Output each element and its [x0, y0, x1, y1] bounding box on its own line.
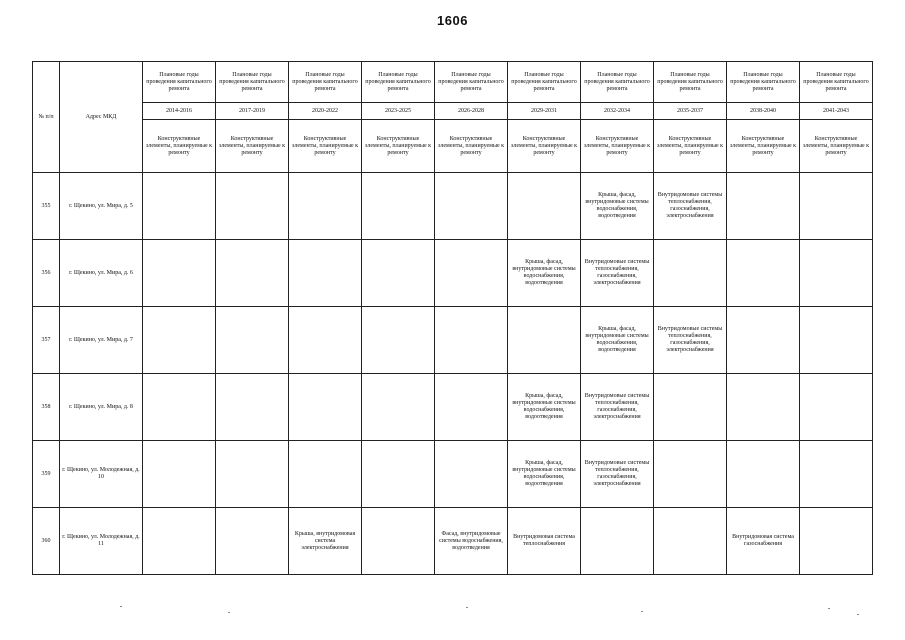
- period-2032-2034: 2032-2034: [581, 103, 654, 120]
- period-2041-2043: 2041-2043: [800, 103, 873, 120]
- work-cell: [508, 307, 581, 374]
- work-cell: [800, 508, 873, 575]
- work-cell: [143, 374, 216, 441]
- work-cell: [727, 307, 800, 374]
- header-elements: Конструктивные элементы, планируемые к ремонту: [654, 120, 727, 173]
- work-cell: [581, 508, 654, 575]
- period-2038-2040: 2038-2040: [727, 103, 800, 120]
- period-2035-2037: 2035-2037: [654, 103, 727, 120]
- work-cell: [362, 374, 435, 441]
- table-row: [33, 374, 873, 441]
- row-address: г. Щекино, ул. Молодежная, д. 11: [60, 508, 143, 575]
- work-cell: [654, 441, 727, 508]
- header-elements: Конструктивные элементы, планируемые к ремонту: [508, 120, 581, 173]
- work-cell: [143, 441, 216, 508]
- header-row-periods: [33, 103, 873, 120]
- work-cell: [435, 173, 508, 240]
- work-cell: [362, 441, 435, 508]
- work-cell: Внутридомовые системы теплоснабжения, газоснабжения, электроснабжения: [654, 173, 727, 240]
- work-cell: [216, 173, 289, 240]
- work-cell: [800, 307, 873, 374]
- header-elements: Конструктивные элементы, планируемые к ремонту: [435, 120, 508, 173]
- header-elements: Конструктивные элементы, планируемые к ремонту: [800, 120, 873, 173]
- row-number: 359: [33, 441, 60, 508]
- table-row: [33, 441, 873, 508]
- work-cell: [727, 173, 800, 240]
- work-cell: [800, 441, 873, 508]
- header-plan-years: Плановые годы проведения капитального ремонта: [727, 62, 800, 103]
- work-cell: [216, 240, 289, 307]
- work-cell: [216, 441, 289, 508]
- work-cell: [289, 441, 362, 508]
- header-plan-years: Плановые годы проведения капитального ремонта: [435, 62, 508, 103]
- work-cell: [435, 307, 508, 374]
- work-cell: [800, 240, 873, 307]
- work-cell: [362, 173, 435, 240]
- work-cell: [800, 173, 873, 240]
- page-number: 1606: [437, 13, 468, 28]
- period-2017-2019: 2017-2019: [216, 103, 289, 120]
- row-address: г. Щекино, ул. Мира, д. 7: [60, 307, 143, 374]
- work-cell: [654, 508, 727, 575]
- work-cell: [143, 173, 216, 240]
- period-2029-2031: 2029-2031: [508, 103, 581, 120]
- work-cell: [143, 508, 216, 575]
- row-number: 357: [33, 307, 60, 374]
- work-cell: [289, 173, 362, 240]
- work-cell: Внутридомовые системы теплоснабжения, газоснабжения, электроснабжения: [654, 307, 727, 374]
- capital-repair-table: [32, 61, 873, 575]
- work-cell: [727, 240, 800, 307]
- work-cell: [362, 508, 435, 575]
- work-cell: Крыша, фасад, внутридомовые системы водоснабжения, водоотведения: [581, 307, 654, 374]
- header-plan-years: Плановые годы проведения капитального ремонта: [508, 62, 581, 103]
- work-cell: [362, 307, 435, 374]
- table-row: [33, 173, 873, 240]
- work-cell: Внутридомовые системы теплоснабжения, газоснабжения, электроснабжения: [581, 240, 654, 307]
- row-address: г. Щекино, ул. Мира, д. 6: [60, 240, 143, 307]
- header-elements: Конструктивные элементы, планируемые к ремонту: [362, 120, 435, 173]
- work-cell: [289, 240, 362, 307]
- row-address: г. Щекино, ул. Мира, д. 5: [60, 173, 143, 240]
- work-cell: [654, 374, 727, 441]
- work-cell: [727, 441, 800, 508]
- row-address: г. Щекино, ул. Молодежная, д. 10: [60, 441, 143, 508]
- table-row: [33, 240, 873, 307]
- header-plan-years: Плановые годы проведения капитального ремонта: [581, 62, 654, 103]
- work-cell: [289, 374, 362, 441]
- work-cell: Крыша, фасад, внутридомовые системы водоснабжения, водоотведения: [581, 173, 654, 240]
- header-plan-years: Плановые годы проведения капитального ремонта: [289, 62, 362, 103]
- work-cell: Внутридомовые системы теплоснабжения, газоснабжения, электроснабжения: [581, 374, 654, 441]
- row-number: 355: [33, 173, 60, 240]
- work-cell: [289, 307, 362, 374]
- work-cell: [435, 240, 508, 307]
- row-number: 358: [33, 374, 60, 441]
- row-number: 356: [33, 240, 60, 307]
- header-plan-years: Плановые годы проведения капитального ремонта: [800, 62, 873, 103]
- period-2023-2025: 2023-2025: [362, 103, 435, 120]
- work-cell: Крыша, внутридомовая система электроснабжения: [289, 508, 362, 575]
- work-cell: [216, 374, 289, 441]
- header-elements: Конструктивные элементы, планируемые к ремонту: [143, 120, 216, 173]
- work-cell: [143, 240, 216, 307]
- work-cell: [435, 374, 508, 441]
- header-num: № п/п: [33, 62, 60, 173]
- work-cell: [216, 307, 289, 374]
- table-row: [33, 307, 873, 374]
- row-number: 360: [33, 508, 60, 575]
- header-plan-years: Плановые годы проведения капитального ремонта: [143, 62, 216, 103]
- header-row-elements: [33, 120, 873, 173]
- work-cell: [800, 374, 873, 441]
- period-2014-2016: 2014-2016: [143, 103, 216, 120]
- work-cell: [435, 441, 508, 508]
- header-elements: Конструктивные элементы, планируемые к ремонту: [289, 120, 362, 173]
- header-elements: Конструктивные элементы, планируемые к ремонту: [727, 120, 800, 173]
- row-address: г. Щекино, ул. Мира, д. 8: [60, 374, 143, 441]
- work-cell: Фасад, внутридомовые системы водоснабжения, водоотведения: [435, 508, 508, 575]
- header-elements: Конструктивные элементы, планируемые к ремонту: [216, 120, 289, 173]
- header-row-plan: [33, 62, 873, 103]
- header-plan-years: Плановые годы проведения капитального ремонта: [362, 62, 435, 103]
- work-cell: [654, 240, 727, 307]
- work-cell: [216, 508, 289, 575]
- header-plan-years: Плановые годы проведения капитального ремонта: [654, 62, 727, 103]
- work-cell: Крыша, фасад, внутридомовые системы водоснабжения, водоотведения: [508, 240, 581, 307]
- table-row: [33, 508, 873, 575]
- header-plan-years: Плановые годы проведения капитального ремонта: [216, 62, 289, 103]
- work-cell: [362, 240, 435, 307]
- header-elements: Конструктивные элементы, планируемые к ремонту: [581, 120, 654, 173]
- work-cell: [143, 307, 216, 374]
- work-cell: Внутридомовая система газоснабжения: [727, 508, 800, 575]
- work-cell: Крыша, фасад, внутридомовые системы водоснабжения, водоотведения: [508, 374, 581, 441]
- work-cell: Внутридомовая система теплоснабжения: [508, 508, 581, 575]
- work-cell: [508, 173, 581, 240]
- work-cell: [727, 374, 800, 441]
- period-2020-2022: 2020-2022: [289, 103, 362, 120]
- period-2026-2028: 2026-2028: [435, 103, 508, 120]
- header-address: Адрес МКД: [60, 62, 143, 173]
- work-cell: Внутридомовые системы теплоснабжения, газоснабжения, электроснабжения: [581, 441, 654, 508]
- work-cell: Крыша, фасад, внутридомовые системы водоснабжения, водоотведения: [508, 441, 581, 508]
